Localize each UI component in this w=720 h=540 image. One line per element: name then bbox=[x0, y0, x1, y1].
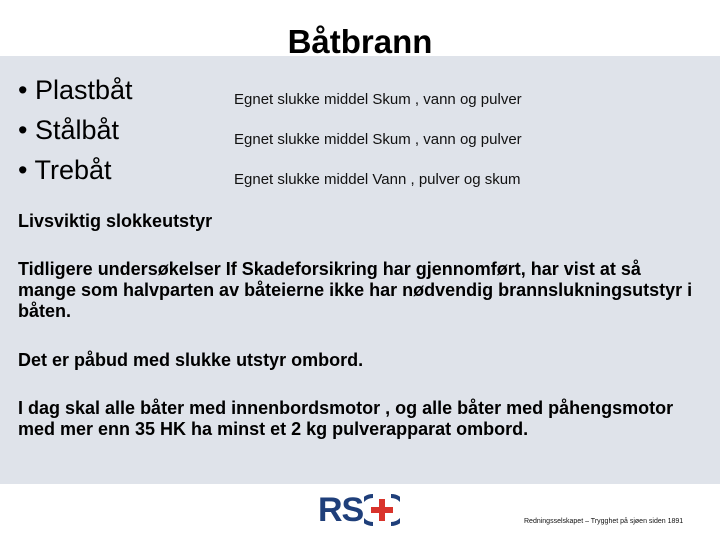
paragraph-survey: Tidligere undersøkelser If Skadeforsikring har gjennomført, har vist at så mange som halvparten av båteierne ikke har nødvendig brannslukningsutstyr i båten. bbox=[18, 259, 693, 321]
paragraph-requirement: Det er påbud med slukke utstyr ombord. bbox=[18, 350, 364, 370]
boat-type-wood: • Trebåt bbox=[18, 155, 112, 185]
rs-logo bbox=[318, 490, 400, 530]
paragraph-regulation: I dag skal alle båter med innenbordsmotor , og alle båter med påhengsmotor med mer enn 35 HK ha minst et 2 kg pulverapparat ombord. bbox=[18, 398, 674, 439]
agent-plastic: Egnet slukke middel Skum , vann og pulver bbox=[234, 91, 522, 108]
rescue-cross-icon bbox=[364, 493, 400, 527]
footer-tagline: Redningsselskapet – Trygghet på sjøen siden 1891 bbox=[524, 518, 684, 525]
agent-steel: Egnet slukke middel Skum , vann og pulver bbox=[234, 131, 522, 148]
boat-type-list bbox=[18, 70, 133, 190]
boat-type-plastic: • Plastbåt bbox=[18, 75, 133, 105]
slide-title: Båtbrann bbox=[287, 23, 433, 60]
boat-type-steel: • Stålbåt bbox=[18, 115, 120, 145]
agent-wood: Egnet slukke middel Vann , pulver og skum bbox=[234, 171, 521, 188]
section-heading: Livsviktig slokkeutstyr bbox=[18, 211, 213, 231]
extinguishing-agent-list bbox=[234, 80, 522, 200]
logo-text: RS bbox=[318, 491, 364, 529]
